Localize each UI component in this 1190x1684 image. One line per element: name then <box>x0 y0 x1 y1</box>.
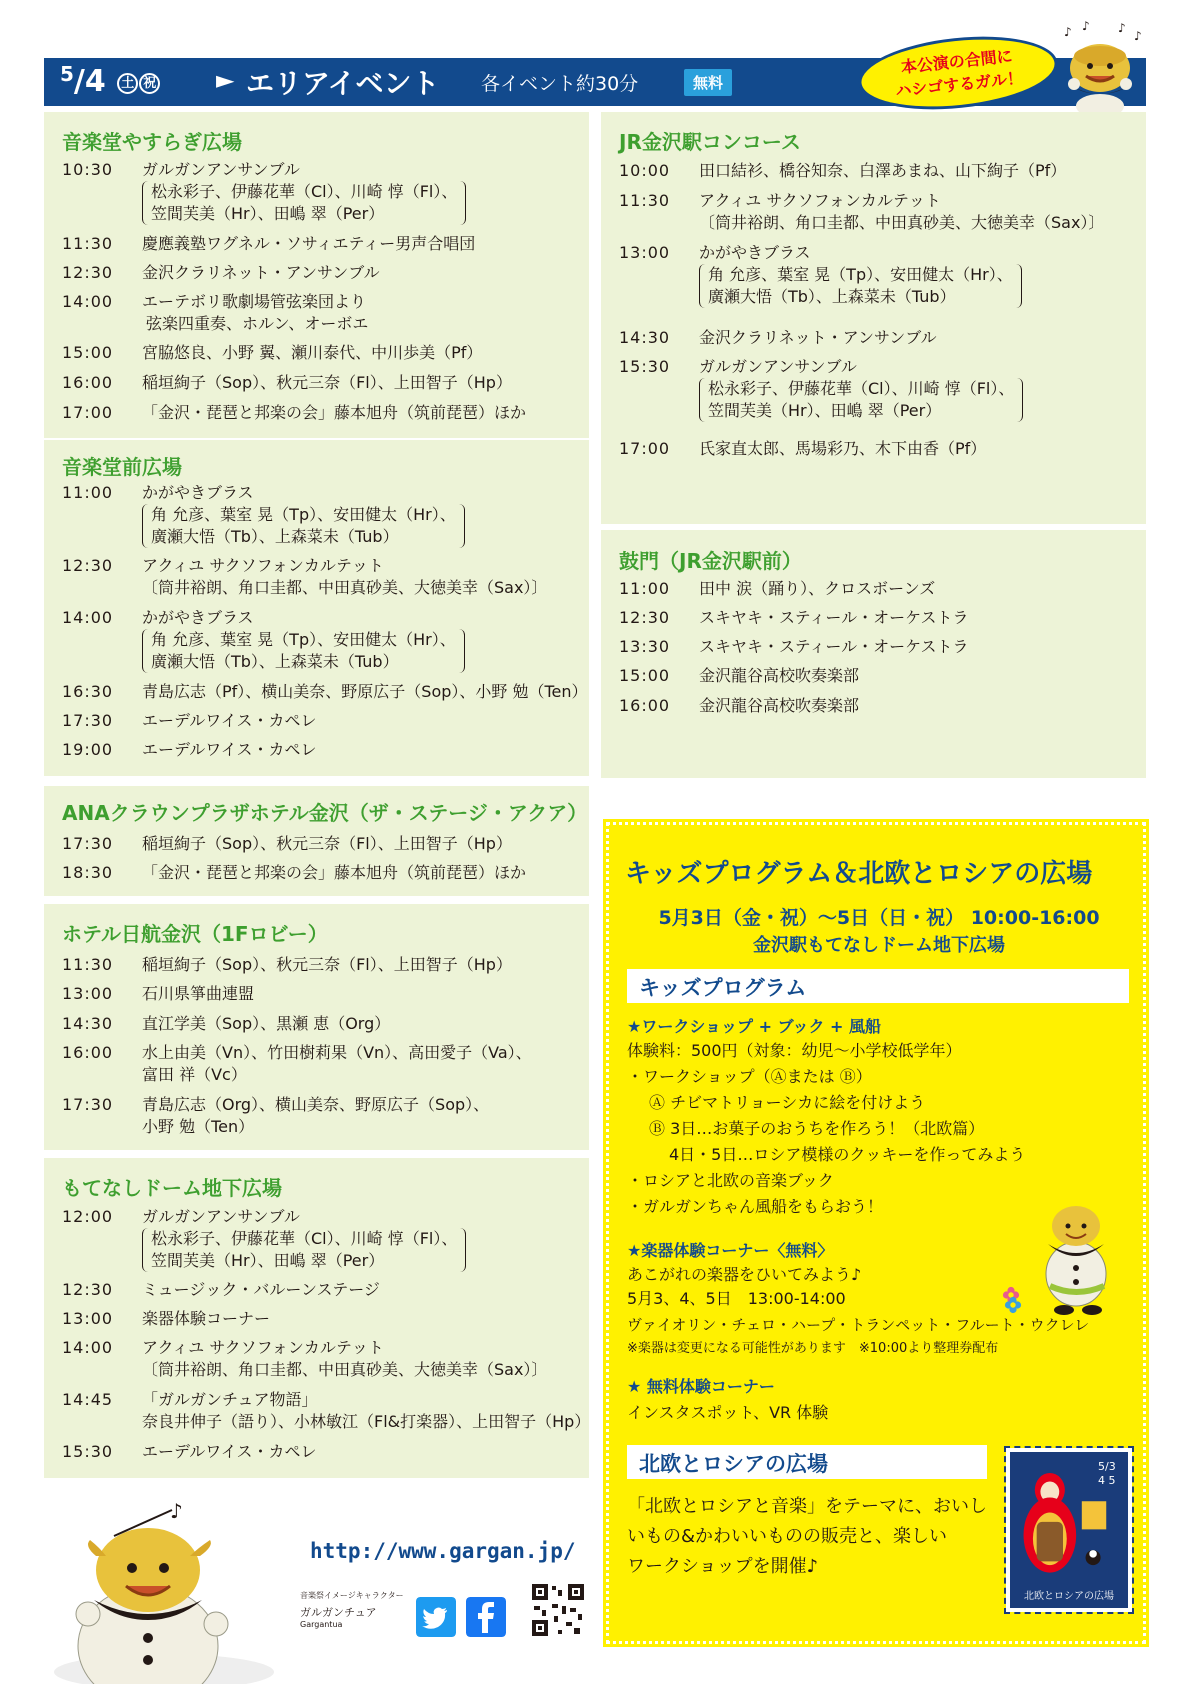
event-time: 16:00 <box>619 696 671 715</box>
nordic-line: いもの&かわいいものの販売と、楽しい <box>627 1526 948 1547</box>
event-time: 14:45 <box>62 1390 114 1409</box>
free-corner-heading: ★ 無料体験コーナー <box>627 1377 775 1396</box>
note-line: 廣瀬大悟（Tb）、上森菜未（Tub） <box>151 652 399 671</box>
event-desc: かがやきブラス <box>699 243 811 262</box>
header-subtitle: 各イベント約30分 <box>481 73 639 95</box>
event-desc: アクィユ サクソフォンカルテット <box>699 191 941 210</box>
facebook-icon[interactable] <box>466 1597 506 1637</box>
event-desc: 稲垣絢子（Sop）、秋元三奈（Fl）、上田智子（Hp） <box>142 373 512 392</box>
section-title-jr: JR金沢駅コンコース <box>619 130 801 154</box>
event-desc: 金沢龍谷高校吹奏楽部 <box>699 666 860 685</box>
event-note <box>699 264 1022 308</box>
event-time: 14:30 <box>619 328 671 347</box>
mascot-top-icon <box>1056 20 1146 112</box>
event-note <box>142 181 466 225</box>
event-time: 14:30 <box>62 1014 114 1033</box>
event-desc: スキヤキ・スティール・オーケストラ <box>699 637 969 656</box>
event-time: 17:00 <box>619 439 671 458</box>
arrow-icon: ► <box>216 66 235 94</box>
date-day: /4 <box>73 64 106 99</box>
event-time: 13:00 <box>619 243 671 262</box>
section-title-tsuzumimon: 鼓門（JR金沢駅前） <box>619 549 802 573</box>
event-time: 12:30 <box>619 608 671 627</box>
website-link[interactable]: http://www.gargan.jp/ <box>310 1539 576 1563</box>
nordic-line: ワークショップを開催♪ <box>627 1556 819 1577</box>
note-line: 廣瀬大悟（Tb）、上森菜未（Tub） <box>151 527 399 546</box>
date-month: 5 <box>60 62 74 86</box>
matryoshka-icon <box>1016 1460 1110 1580</box>
stamp-date: 5/3 4 5 <box>1098 1460 1116 1487</box>
event-time: 14:00 <box>62 292 114 311</box>
kids-title: キッズプログラム＆北欧とロシアの広場 <box>625 859 1093 889</box>
event-time: 17:30 <box>62 1095 114 1114</box>
nordic-heading: 北欧とロシアの広場 <box>627 1445 987 1479</box>
event-time: 12:30 <box>62 263 114 282</box>
event-desc: ミュージック・バルーンステージ <box>142 1280 380 1299</box>
character-name-en: Gargantua <box>300 1620 343 1629</box>
bubble-line-1: 本公演の合間に <box>900 46 1014 77</box>
event-desc: エーデルワイス・カペレ <box>142 740 317 759</box>
section-title-motenashi: もてなしドーム地下広場 <box>62 1176 282 1200</box>
instrument-heading: ★楽器体験コーナー〈無料〉 <box>627 1241 834 1260</box>
event-time: 11:00 <box>62 483 114 502</box>
weekday-sat: 土 <box>117 73 138 94</box>
svg-text:♪: ♪ <box>1064 25 1072 39</box>
instrument-list: ヴァイオリン・チェロ・ハープ・トランペット・フルート・ウクレレ <box>627 1316 1090 1334</box>
event-desc: エーテボリ歌劇場管弦楽団より <box>142 292 367 311</box>
twitter-icon[interactable] <box>416 1597 456 1637</box>
event-desc: 「金沢・琵琶と邦楽の会」藤本旭舟（筑前琵琶）ほか <box>142 863 527 882</box>
free-badge: 無料 <box>684 69 732 96</box>
event-desc: 田口結衫、橋谷知奈、白澤あまね、山下絢子（Pf） <box>699 161 1067 180</box>
event-note: 奈良井伸子（語り）、小林敏江（Fl&打楽器）、上田智子（Hp） <box>142 1412 591 1431</box>
svg-text:♪: ♪ <box>1082 20 1090 33</box>
event-desc: 田中 涙（踊り）、クロスボーンズ <box>699 579 936 598</box>
event-desc: 金沢クラリネット・アンサンブル <box>699 328 937 347</box>
event-time: 16:00 <box>62 1043 114 1062</box>
character-caption: 音楽祭イメージキャラクター <box>300 1591 404 1600</box>
event-time: 10:30 <box>62 160 114 179</box>
free-corner-line: インスタスポット、VR 体験 <box>627 1403 829 1422</box>
event-time: 15:30 <box>62 1442 114 1461</box>
kids-dates: 5月3日（金・祝）〜5日（日・祝） 10:00-16:00 <box>658 907 1100 929</box>
event-note: 小野 勉（Ten） <box>142 1117 255 1136</box>
section-title-nikko: ホテル日航金沢（1Fロビー） <box>62 922 328 946</box>
event-desc: 水上由美（Vn）、竹田樹莉果（Vn）、高田愛子（Va）、 <box>142 1043 532 1062</box>
character-name: ガルガンチュア <box>300 1606 377 1619</box>
event-time: 19:00 <box>62 740 114 759</box>
event-time: 17:00 <box>62 403 114 422</box>
event-time: 12:00 <box>62 1207 114 1226</box>
event-time: 18:30 <box>62 863 114 882</box>
event-time: 11:30 <box>619 191 671 210</box>
event-desc: スキヤキ・スティール・オーケストラ <box>699 608 969 627</box>
event-time: 15:30 <box>619 357 671 376</box>
event-time: 11:30 <box>62 955 114 974</box>
event-time: 17:30 <box>62 834 114 853</box>
nordic-stamp <box>1006 1448 1132 1612</box>
event-desc: ガルガンアンサンブル <box>699 357 857 376</box>
event-desc: 慶應義塾ワグネル・ソサィエティー男声合唱団 <box>142 234 476 253</box>
event-note: 〔筒井裕朗、角口圭都、中田真砂美、大徳美幸（Sax）〕 <box>142 578 548 597</box>
note-line: 廣瀬大悟（Tb）、上森菜未（Tub） <box>708 287 956 306</box>
note-line: 角 允彦、葉室 晃（Tp）、安田健太（Hr）、 <box>151 630 456 649</box>
flower-icon <box>1004 1296 1022 1314</box>
instrument-time: 5月3、4、5日 13:00-14:00 <box>627 1289 846 1308</box>
svg-text:♪: ♪ <box>1134 29 1142 43</box>
note-line: 松永彩子、伊藤花華（Cl）、川崎 惇（Fl）、 <box>151 182 458 201</box>
workshop-item: ・ワークショップ（Ⓐまたは Ⓑ） <box>627 1067 872 1086</box>
workshop-item: ・ロシアと北欧の音楽ブック <box>627 1171 834 1190</box>
note-line: 角 允彦、葉室 晃（Tp）、安田健太（Hr）、 <box>151 505 456 524</box>
event-desc: エーデルワイス・カペレ <box>142 1442 317 1461</box>
event-time: 14:00 <box>62 1338 114 1357</box>
note-line: 松永彩子、伊藤花華（Cl）、川崎 惇（Fl）、 <box>708 379 1015 398</box>
event-time: 14:00 <box>62 608 114 627</box>
event-desc: アクィユ サクソフォンカルテット <box>142 556 384 575</box>
event-note: 富田 祥（Vc） <box>142 1065 247 1084</box>
stamp-caption: 北欧とロシアの広場 <box>1024 1591 1114 1602</box>
header-title: エリアイベント <box>246 67 440 100</box>
event-time: 16:00 <box>62 373 114 392</box>
event-note <box>142 504 465 548</box>
workshop-fee: 体験料：500円（対象：幼児〜小学校低学年） <box>627 1041 962 1060</box>
kids-program-heading: キッズプログラム <box>627 969 1129 1003</box>
event-desc: 「金沢・琵琶と邦楽の会」藤本旭舟（筑前琵琶）ほか <box>142 403 527 422</box>
event-desc: 青島広志（Pf）、横山美奈、野原広子（Sop）、小野 勉（Ten） <box>142 682 588 701</box>
event-desc: 「ガルガンチュア物語」 <box>142 1390 318 1409</box>
mascot-conductor-icon <box>44 1496 314 1684</box>
note-line: 笠間芙美（Hr）、田嶋 翠（Per） <box>708 401 942 420</box>
instrument-line: あこがれの楽器をひいてみよう♪ <box>627 1265 862 1284</box>
event-time: 11:30 <box>62 234 114 253</box>
event-desc: 青島広志（Org）、横山美奈、野原広子（Sop）、 <box>142 1095 490 1114</box>
event-desc: かがやきブラス <box>142 483 254 502</box>
weekday-holiday: 祝 <box>139 73 160 94</box>
workshop-option-b: Ⓑ 3日…お菓子のおうちを作ろう！（北欧篇） <box>649 1119 985 1138</box>
event-desc: 稲垣絢子（Sop）、秋元三奈（Fl）、上田智子（Hp） <box>142 834 512 853</box>
event-time: 11:00 <box>619 579 671 598</box>
event-time: 10:00 <box>619 161 671 180</box>
workshop-heading: ★ワークショップ + ブック + 風船 <box>627 1017 881 1036</box>
note-line: 角 允彦、葉室 晃（Tp）、安田健太（Hr）、 <box>708 265 1013 284</box>
event-note <box>142 1228 466 1272</box>
event-desc: 直江学美（Sop）、黒瀬 恵（Org） <box>142 1014 391 1033</box>
event-note <box>142 629 465 673</box>
event-desc: 楽器体験コーナー <box>142 1309 271 1328</box>
event-time: 12:30 <box>62 1280 114 1299</box>
event-time: 15:00 <box>619 666 671 685</box>
event-note: 弦楽四重奏、ホルン、オーボエ <box>146 314 369 333</box>
event-time: 15:00 <box>62 343 114 362</box>
event-desc: 金沢龍谷高校吹奏楽部 <box>699 696 860 715</box>
event-desc: アクィユ サクソフォンカルテット <box>142 1338 384 1357</box>
bubble-line-2: ハシゴするガル！ <box>894 68 1024 101</box>
event-desc: 石川県箏曲連盟 <box>142 984 255 1003</box>
event-desc: ガルガンアンサンブル <box>142 1207 300 1226</box>
workshop-item: ・ガルガンちゃん風船をもらおう！ <box>627 1197 884 1216</box>
event-desc: 稲垣絢子（Sop）、秋元三奈（Fl）、上田智子（Hp） <box>142 955 512 974</box>
event-desc: 金沢クラリネット・アンサンブル <box>142 263 380 282</box>
header-date <box>60 62 160 99</box>
section-title-mae: 音楽堂前広場 <box>62 455 182 479</box>
note-line: 笠間芙美（Hr）、田嶋 翠（Per） <box>151 204 385 223</box>
workshop-option-b2: 4日・5日…ロシア模様のクッキーを作ってみよう <box>669 1145 1026 1164</box>
section-title-ana: ANAクラウンプラザホテル金沢（ザ・ステージ・アクア） <box>62 801 588 825</box>
event-desc: 氏家直太郎、馬場彩乃、木下由香（Pf） <box>699 439 987 458</box>
section-title-yasuragi: 音楽堂やすらぎ広場 <box>62 130 242 154</box>
nordic-line: 「北欧とロシアと音楽」をテーマに、おいし <box>627 1496 987 1517</box>
event-desc: エーデルワイス・カペレ <box>142 711 317 730</box>
event-time: 13:30 <box>619 637 671 656</box>
mascot-kids-icon <box>1020 1186 1130 1316</box>
svg-text:♪: ♪ <box>1118 21 1126 35</box>
qr-code-icon[interactable] <box>530 1582 586 1638</box>
kids-venue: 金沢駅もてなしドーム地下広場 <box>753 935 1005 956</box>
instrument-note: ※楽器は変更になる可能性があります ※10:00より整理券配布 <box>627 1341 999 1356</box>
event-desc: かがやきブラス <box>142 608 254 627</box>
event-time: 17:30 <box>62 711 114 730</box>
note-line: 松永彩子、伊藤花華（Cl）、川崎 惇（Fl）、 <box>151 1229 458 1248</box>
svg-text:♪: ♪ <box>170 1499 183 1523</box>
event-note: 〔筒井裕朗、角口圭都、中田真砂美、大徳美幸（Sax）〕 <box>699 213 1105 232</box>
note-line: 笠間芙美（Hr）、田嶋 翠（Per） <box>151 1251 385 1270</box>
event-time: 16:30 <box>62 682 114 701</box>
event-note <box>699 378 1023 422</box>
event-time: 13:00 <box>62 984 114 1003</box>
workshop-option-a: Ⓐ チビマトリョーシカに絵を付けよう <box>649 1093 926 1112</box>
event-time: 13:00 <box>62 1309 114 1328</box>
event-desc: ガルガンアンサンブル <box>142 160 300 179</box>
event-desc: 宮脇悠良、小野 翼、瀬川泰代、中川歩美（Pf） <box>142 343 483 362</box>
event-time: 12:30 <box>62 556 114 575</box>
event-note: 〔筒井裕朗、角口圭都、中田真砂美、大徳美幸（Sax）〕 <box>142 1360 548 1379</box>
